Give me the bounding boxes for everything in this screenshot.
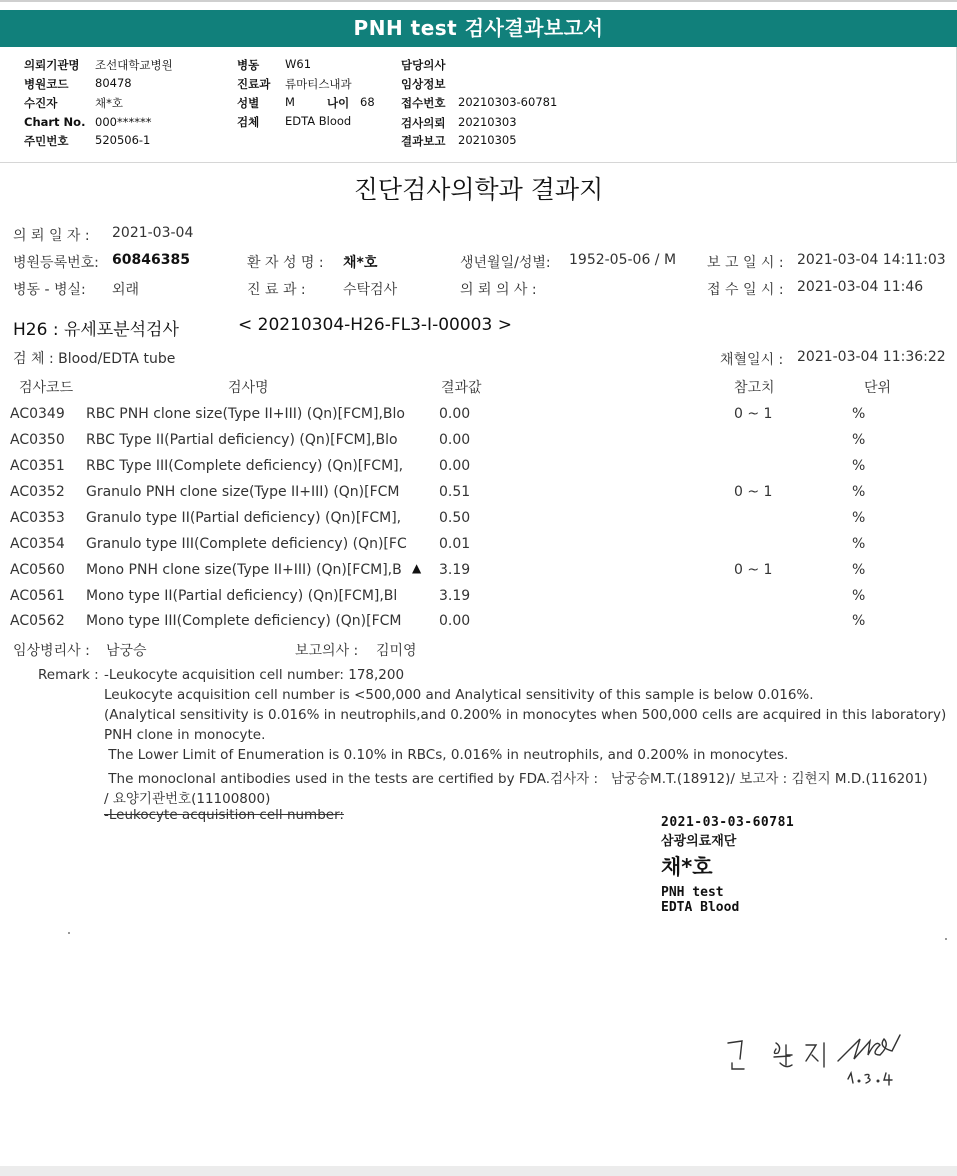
remark-struck-line: -Leukocyte acquisition cell number:	[104, 807, 344, 823]
hospital-code-label: 병원코드	[24, 77, 69, 91]
pathologist-label: 임상병리사 :	[13, 643, 90, 659]
reporter-label: 보고의사 :	[295, 643, 359, 659]
document-title: 진단검사의학과 결과지	[353, 175, 604, 204]
receive-time-value: 2021-03-04 11:46	[797, 279, 924, 295]
institution-row	[24, 57, 80, 73]
row-code: AC0562	[10, 613, 65, 629]
row-code: AC0351	[10, 458, 65, 474]
scan-speck	[945, 938, 947, 940]
bottom-border	[0, 1166, 957, 1176]
receive-time-label: 접 수 일 시 :	[707, 282, 784, 298]
remark-line: Leukocyte acquisition cell number is <500,000 and Analytical sensitivity of this sample is below 0.016%.	[104, 687, 814, 703]
report-time-value: 2021-03-04 14:11:03	[797, 252, 946, 268]
specimen-stamp	[661, 815, 794, 915]
row-name: Mono type II(Partial deficiency) (Qn)[FCM],Bl	[86, 588, 398, 604]
row-code: AC0349	[10, 406, 65, 422]
section-specimen: 검 체 : Blood/EDTA tube	[13, 351, 176, 367]
hospital-code-value: 80478	[95, 76, 132, 90]
row-unit: %	[852, 510, 866, 526]
report-banner: PNH test 검사결과보고서	[0, 10, 957, 47]
header-ref: 참고치	[734, 380, 775, 396]
section-title: H26 : 유세포분석검사	[13, 320, 179, 340]
sex-label: 성별	[237, 96, 260, 110]
patient-name-value: 채*호	[343, 255, 378, 271]
row-result: 0.00	[439, 432, 471, 448]
clinical-info-label: 임상정보	[401, 77, 446, 91]
referring-doctor-label: 의 뢰 의 사 :	[460, 282, 537, 298]
chart-no-label: Chart No.	[24, 115, 86, 129]
department-value: 류마티스내과	[285, 77, 352, 91]
row-result: 0.00	[439, 458, 471, 474]
row-code: AC0350	[10, 432, 65, 448]
examinee-label: 수진자	[24, 96, 58, 110]
dob-value: 1952-05-06 / M	[569, 252, 677, 268]
row-unit: %	[852, 458, 866, 474]
row-unit: %	[852, 562, 866, 578]
row-code: AC0352	[10, 484, 65, 500]
row-unit: %	[852, 484, 866, 500]
section-code: < 20210304-H26-FL3-I-00003 >	[238, 315, 512, 335]
top-border	[0, 0, 957, 2]
result-report-label: 결과보고	[401, 134, 446, 148]
remark-label: Remark :	[38, 667, 99, 683]
collect-time-value: 2021-03-04 11:36:22	[797, 349, 946, 365]
row-name: Mono PNH clone size(Type II+III) (Qn)[FCM],B	[86, 562, 402, 578]
row-name: Granulo PNH clone size(Type II+III) (Qn)[FCM	[86, 484, 400, 500]
stamp-specimen: EDTA Blood	[661, 900, 740, 915]
ward-label: 병동	[237, 58, 260, 72]
result-report-value: 20210305	[458, 133, 517, 147]
test-request-label: 검사의뢰	[401, 116, 446, 130]
institution-value: 조선대학교병원	[95, 58, 173, 72]
row-ref: 0 ~ 1	[734, 406, 773, 422]
row-name: Granulo type III(Complete deficiency) (Qn)[FC	[86, 536, 407, 552]
row-result: 0.51	[439, 484, 471, 500]
row-name: Mono type III(Complete deficiency) (Qn)[FCM	[86, 613, 402, 629]
row-name: RBC Type II(Partial deficiency) (Qn)[FCM],Blo	[86, 432, 398, 448]
row-unit: %	[852, 588, 866, 604]
resident-no-value: 520506-1	[95, 133, 151, 147]
header-name: 검사명	[228, 380, 269, 396]
row-code: AC0561	[10, 588, 65, 604]
stamp-patient: 채*호	[661, 855, 713, 879]
receipt-no-label: 접수번호	[401, 96, 446, 110]
header-unit: 단위	[864, 380, 892, 396]
sex-value: M	[285, 95, 295, 109]
department-label: 진료과	[237, 77, 271, 91]
row-result: 0.00	[439, 406, 471, 422]
attending-doctor-label: 담당의사	[401, 58, 446, 72]
row-unit: %	[852, 613, 866, 629]
ward-room-value: 외래	[112, 282, 140, 298]
ward-room-label: 병동 - 병실:	[13, 282, 86, 298]
dept-label: 진 료 과 :	[247, 282, 306, 298]
row-name: RBC Type III(Complete deficiency) (Qn)[FCM],	[86, 458, 404, 474]
reporter-value: 김미영	[376, 643, 417, 659]
remark-line: / 요양기관번호(11100800)	[104, 791, 271, 807]
remark-line: -Leukocyte acquisition cell number: 178,200	[104, 667, 405, 683]
remark-line: The Lower Limit of Enumeration is 0.10% in RBCs, 0.016% in neutrophils, and 0.200% in monocytes.	[104, 747, 789, 763]
registration-no-value: 60846385	[112, 252, 190, 268]
stamp-institution: 삼광의료재단	[661, 834, 737, 849]
remark-line: PNH clone in monocyte.	[104, 727, 266, 743]
row-code: AC0560	[10, 562, 65, 578]
row-ref: 0 ~ 1	[734, 484, 773, 500]
row-result: 0.50	[439, 510, 471, 526]
remark-line: (Analytical sensitivity is 0.016% in neutrophils,and 0.200% in monocytes when 500,000 cells are acquired in this laboratory)	[104, 707, 947, 723]
specimen-value: EDTA Blood	[285, 114, 352, 128]
row-code: AC0354	[10, 536, 65, 552]
row-result: 0.01	[439, 536, 471, 552]
age-value: 68	[360, 95, 375, 109]
institution-label: 의뢰기관명	[24, 58, 80, 72]
stamp-receipt-no: 2021-03-03-60781	[661, 815, 795, 830]
receipt-no-value: 20210303-60781	[458, 95, 558, 109]
dob-label: 생년월일/성별:	[460, 255, 551, 271]
row-unit: %	[852, 432, 866, 448]
report-time-label: 보 고 일 시 :	[707, 255, 784, 271]
row-result: 3.19	[439, 562, 471, 578]
scan-speck	[68, 932, 70, 934]
remark-line: The monoclonal antibodies used in the tests are certified by FDA.검사자 : 남궁승M.T.(18912)/ 보고자 : 김현지 M.D.(116201)	[104, 771, 928, 787]
request-date-value: 2021-03-04	[112, 225, 194, 241]
header-result: 결과값	[441, 380, 482, 396]
row-code: AC0353	[10, 510, 65, 526]
chart-no-value: 000******	[95, 115, 152, 129]
stamp-test: PNH test	[661, 885, 724, 900]
row-ref: 0 ~ 1	[734, 562, 773, 578]
handwritten-signature	[720, 1025, 920, 1099]
registration-no-label: 병원등록번호:	[13, 255, 99, 271]
row-unit: %	[852, 536, 866, 552]
test-request-value: 20210303	[458, 115, 517, 129]
patient-name-label: 환 자 성 명 :	[247, 255, 324, 271]
signature-icon	[720, 1025, 920, 1095]
collect-time-label: 채혈일시 :	[720, 352, 784, 368]
dept-value: 수탁검사	[343, 282, 398, 298]
request-date-label: 의 뢰 일 자 :	[13, 228, 90, 244]
age-label: 나이	[327, 96, 350, 110]
row-result: 3.19	[439, 588, 471, 604]
header-code: 검사코드	[19, 380, 74, 396]
high-flag-icon: ▲	[412, 561, 422, 575]
pathologist-value: 남궁승	[106, 643, 147, 659]
row-result: 0.00	[439, 613, 471, 629]
ward-value: W61	[285, 57, 312, 71]
header-divider	[0, 162, 957, 163]
row-name: RBC PNH clone size(Type II+III) (Qn)[FCM],Blo	[86, 406, 405, 422]
specimen-label: 검체	[237, 115, 260, 129]
row-name: Granulo type II(Partial deficiency) (Qn)[FCM],	[86, 510, 402, 526]
examinee-value: 채*호	[95, 96, 123, 110]
resident-no-label: 주민번호	[24, 134, 69, 148]
row-unit: %	[852, 406, 866, 422]
